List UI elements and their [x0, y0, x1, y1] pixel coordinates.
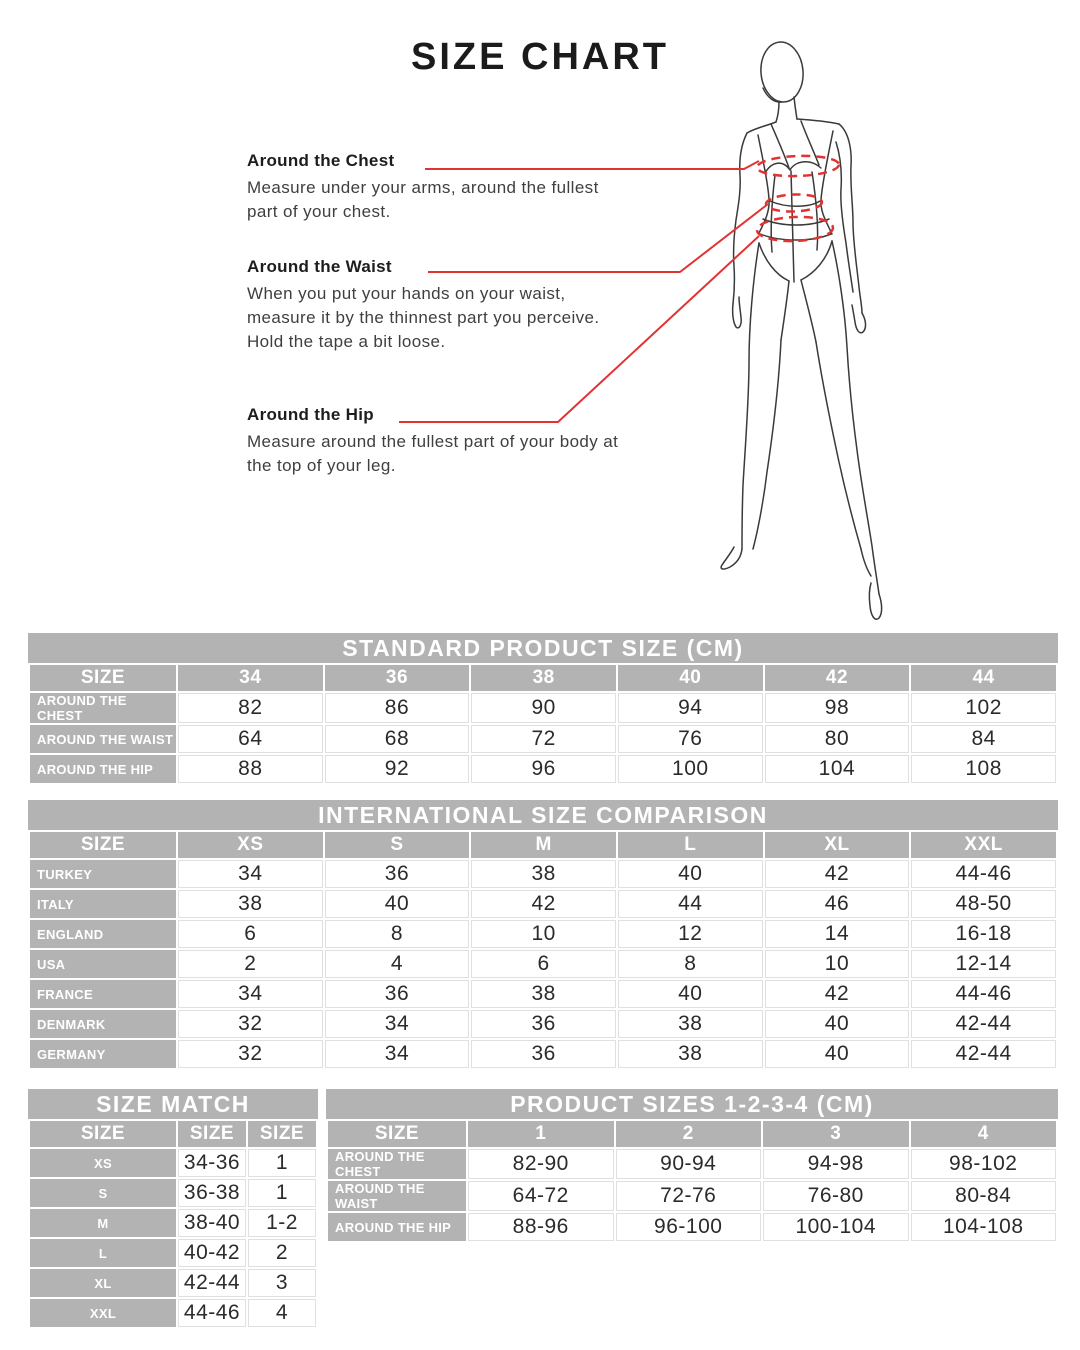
table-cell: 82 — [178, 693, 323, 723]
table-cell: 104-108 — [911, 1213, 1057, 1241]
table-cell: 2 — [248, 1239, 316, 1267]
table-cell: 40 — [618, 860, 763, 888]
row-label: XS — [30, 1149, 176, 1177]
annotation-chest-label: Around the Chest — [247, 151, 395, 170]
table-cell: 14 — [765, 920, 910, 948]
table-cell: 44 — [618, 890, 763, 918]
table-row — [30, 1239, 316, 1267]
table-row — [30, 693, 1056, 723]
standard-size-table-section — [28, 633, 1058, 785]
international-size-table — [28, 830, 1058, 1070]
column-header: SIZE — [30, 832, 176, 858]
table-cell: 4 — [248, 1299, 316, 1327]
column-header: 42 — [765, 665, 910, 691]
table-cell: 42-44 — [911, 1010, 1056, 1038]
table-cell: 36 — [471, 1040, 616, 1068]
table-cell: 10 — [471, 920, 616, 948]
table-header-row — [328, 1121, 1056, 1147]
table-cell: 34 — [178, 980, 323, 1008]
table-title: PRODUCT SIZES 1-2-3-4 (CM) — [326, 1089, 1058, 1119]
standard-size-table — [28, 663, 1058, 785]
table-cell: 86 — [325, 693, 470, 723]
column-header: S — [325, 832, 470, 858]
table-cell: 1 — [248, 1179, 316, 1207]
row-label: FRANCE — [30, 980, 176, 1008]
column-header: 1 — [468, 1121, 614, 1147]
fashion-figure-sketch — [721, 40, 882, 619]
table-cell: 38 — [178, 890, 323, 918]
table-cell: 32 — [178, 1010, 323, 1038]
table-cell: 4 — [325, 950, 470, 978]
row-label: ENGLAND — [30, 920, 176, 948]
row-label: AROUND THE HIP — [30, 755, 176, 783]
table-cell: 42-44 — [178, 1269, 246, 1297]
annotation-waist-label: Around the Waist — [247, 257, 392, 276]
table-row — [30, 980, 1056, 1008]
measurement-ellipse-hip — [757, 216, 834, 243]
column-header: SIZE — [328, 1121, 466, 1147]
table-row — [30, 1299, 316, 1327]
table-cell: 76 — [618, 725, 763, 753]
row-label: AROUND THE WAIST — [328, 1181, 466, 1211]
row-label: L — [30, 1239, 176, 1267]
table-cell: 34 — [178, 860, 323, 888]
table-cell: 38-40 — [178, 1209, 246, 1237]
table-cell: 94-98 — [763, 1149, 909, 1179]
row-label: AROUND THE HIP — [328, 1213, 466, 1241]
column-header: SIZE — [178, 1121, 246, 1147]
row-label: XL — [30, 1269, 176, 1297]
annotation-waist — [247, 257, 625, 354]
column-header: 44 — [911, 665, 1056, 691]
table-cell: 8 — [618, 950, 763, 978]
table-cell: 98 — [765, 693, 910, 723]
table-cell: 16-18 — [911, 920, 1056, 948]
table-cell: 90-94 — [616, 1149, 762, 1179]
table-row — [30, 1010, 1056, 1038]
table-row — [328, 1149, 1056, 1179]
table-cell: 40-42 — [178, 1239, 246, 1267]
table-row — [30, 755, 1056, 783]
table-cell: 100 — [618, 755, 763, 783]
table-cell: 64-72 — [468, 1181, 614, 1211]
table-row — [328, 1213, 1056, 1241]
table-cell: 34 — [325, 1040, 470, 1068]
annotation-hip-label: Around the Hip — [247, 405, 374, 424]
column-header: XS — [178, 832, 323, 858]
row-label: XXL — [30, 1299, 176, 1327]
table-cell: 38 — [471, 980, 616, 1008]
table-cell: 36-38 — [178, 1179, 246, 1207]
table-cell: 1 — [248, 1149, 316, 1177]
column-header: 3 — [763, 1121, 909, 1147]
table-cell: 40 — [765, 1040, 910, 1068]
table-cell: 68 — [325, 725, 470, 753]
row-label: AROUND THE WAIST — [30, 725, 176, 753]
row-label: S — [30, 1179, 176, 1207]
table-title: INTERNATIONAL SIZE COMPARISON — [28, 800, 1058, 830]
table-cell: 40 — [325, 890, 470, 918]
table-cell: 34 — [325, 1010, 470, 1038]
table-cell: 44-46 — [178, 1299, 246, 1327]
table-cell: 3 — [248, 1269, 316, 1297]
table-cell: 6 — [471, 950, 616, 978]
table-row — [30, 920, 1056, 948]
table-row — [30, 1040, 1056, 1068]
table-cell: 12 — [618, 920, 763, 948]
table-cell: 84 — [911, 725, 1056, 753]
table-cell: 100-104 — [763, 1213, 909, 1241]
table-cell: 36 — [325, 980, 470, 1008]
table-header-row — [30, 832, 1056, 858]
table-row — [328, 1181, 1056, 1211]
table-cell: 38 — [618, 1040, 763, 1068]
table-cell: 98-102 — [911, 1149, 1057, 1179]
table-cell: 80-84 — [911, 1181, 1057, 1211]
column-header: 38 — [471, 665, 616, 691]
column-header: 36 — [325, 665, 470, 691]
annotation-hip-description: Measure around the fullest part of your body at the top of your leg. — [247, 432, 619, 476]
table-cell: 92 — [325, 755, 470, 783]
product-sizes-table-section — [326, 1089, 1058, 1243]
table-cell: 38 — [471, 860, 616, 888]
table-cell: 102 — [911, 693, 1056, 723]
row-label: M — [30, 1209, 176, 1237]
international-size-table-section — [28, 800, 1058, 1070]
table-row — [30, 950, 1056, 978]
column-header: SIZE — [248, 1121, 316, 1147]
table-cell: 10 — [765, 950, 910, 978]
row-label: DENMARK — [30, 1010, 176, 1038]
annotation-chest — [247, 151, 625, 224]
table-row — [30, 1209, 316, 1237]
table-cell: 88 — [178, 755, 323, 783]
annotation-chest-description: Measure under your arms, around the fullest part of your chest. — [247, 178, 599, 222]
annotation-waist-description: When you put your hands on your waist, measure it by the thinnest part you perceive. Hold the tape a bit loose. — [247, 284, 600, 352]
table-cell: 1-2 — [248, 1209, 316, 1237]
table-cell: 42 — [765, 860, 910, 888]
table-cell: 32 — [178, 1040, 323, 1068]
table-row — [30, 1269, 316, 1297]
table-cell: 72 — [471, 725, 616, 753]
table-cell: 72-76 — [616, 1181, 762, 1211]
table-row — [30, 1149, 316, 1177]
table-header-row — [30, 1121, 316, 1147]
size-match-table — [28, 1119, 318, 1329]
table-cell: 8 — [325, 920, 470, 948]
column-header: 4 — [911, 1121, 1057, 1147]
table-cell: 40 — [765, 1010, 910, 1038]
table-row — [30, 1179, 316, 1207]
table-cell: 34-36 — [178, 1149, 246, 1177]
column-header: 34 — [178, 665, 323, 691]
row-label: AROUND THE CHEST — [30, 693, 176, 723]
annotation-hip — [247, 405, 625, 478]
table-cell: 40 — [618, 980, 763, 1008]
row-label: GERMANY — [30, 1040, 176, 1068]
size-match-table-section — [28, 1089, 318, 1329]
table-cell: 104 — [765, 755, 910, 783]
table-row — [30, 725, 1056, 753]
table-cell: 36 — [325, 860, 470, 888]
table-cell: 48-50 — [911, 890, 1056, 918]
table-cell: 82-90 — [468, 1149, 614, 1179]
table-cell: 108 — [911, 755, 1056, 783]
product-sizes-table — [326, 1119, 1058, 1243]
table-cell: 64 — [178, 725, 323, 753]
column-header: SIZE — [30, 1121, 176, 1147]
table-cell: 44-46 — [911, 860, 1056, 888]
table-cell: 88-96 — [468, 1213, 614, 1241]
table-cell: 90 — [471, 693, 616, 723]
table-cell: 42 — [765, 980, 910, 1008]
table-cell: 96-100 — [616, 1213, 762, 1241]
table-cell: 42-44 — [911, 1040, 1056, 1068]
column-header: L — [618, 832, 763, 858]
row-label: ITALY — [30, 890, 176, 918]
table-cell: 46 — [765, 890, 910, 918]
table-cell: 6 — [178, 920, 323, 948]
row-label: AROUND THE CHEST — [328, 1149, 466, 1179]
table-cell: 94 — [618, 693, 763, 723]
table-cell: 2 — [178, 950, 323, 978]
table-title: STANDARD PRODUCT SIZE (CM) — [28, 633, 1058, 663]
column-header: XL — [765, 832, 910, 858]
column-header: 40 — [618, 665, 763, 691]
table-cell: 80 — [765, 725, 910, 753]
table-header-row — [30, 665, 1056, 691]
page-title: SIZE CHART — [411, 36, 669, 78]
column-header: M — [471, 832, 616, 858]
hero-section — [0, 0, 1080, 632]
table-row — [30, 890, 1056, 918]
table-cell: 38 — [618, 1010, 763, 1038]
table-cell: 96 — [471, 755, 616, 783]
table-cell: 12-14 — [911, 950, 1056, 978]
row-label: USA — [30, 950, 176, 978]
table-title: SIZE MATCH — [28, 1089, 318, 1119]
column-header: 2 — [616, 1121, 762, 1147]
column-header: XXL — [911, 832, 1056, 858]
column-header: SIZE — [30, 665, 176, 691]
table-row — [30, 860, 1056, 888]
table-cell: 36 — [471, 1010, 616, 1038]
table-cell: 44-46 — [911, 980, 1056, 1008]
table-cell: 42 — [471, 890, 616, 918]
row-label: TURKEY — [30, 860, 176, 888]
table-cell: 76-80 — [763, 1181, 909, 1211]
